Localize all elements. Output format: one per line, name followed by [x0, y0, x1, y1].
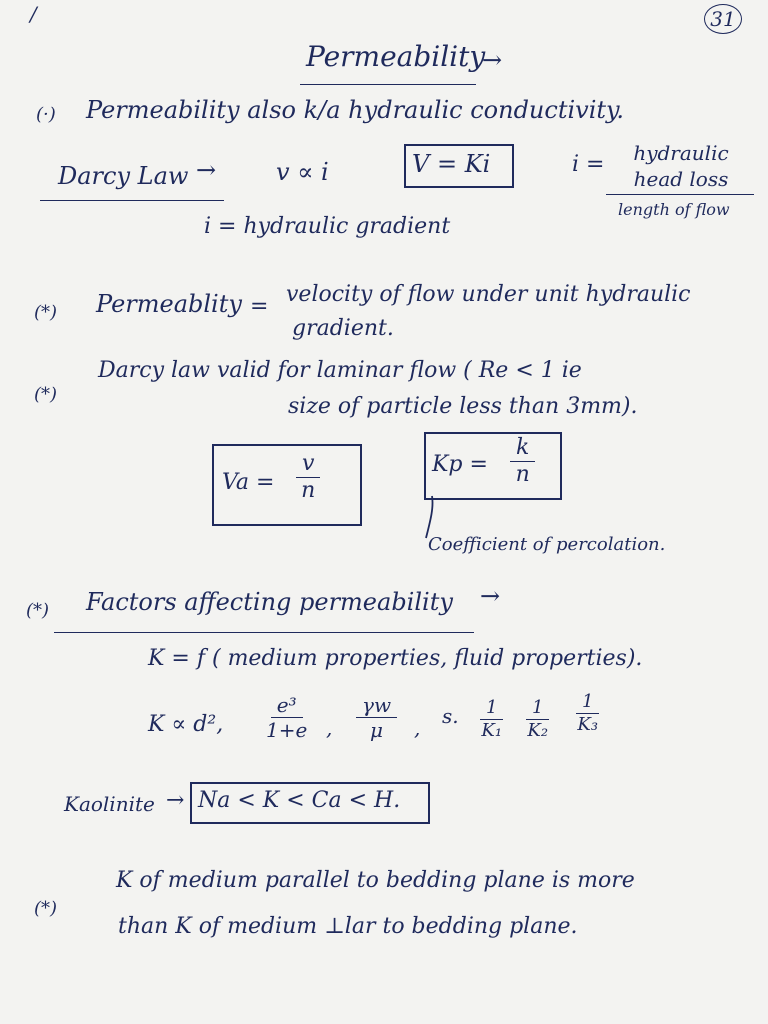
k-function-of-properties: K = f ( medium properties, fluid properties).	[148, 646, 643, 671]
factors-heading-arrow: →	[480, 582, 501, 610]
k1-denominator: K₁	[481, 719, 503, 741]
kaolinite-label: Kaolinite	[64, 792, 155, 816]
darcy-law-label: Darcy Law	[58, 162, 189, 190]
s-label: s.	[442, 704, 459, 728]
page-title: Permeability	[306, 40, 486, 73]
seepage-velocity-lhs: Va =	[222, 470, 275, 495]
bedding-plane-line1: K of medium parallel to bedding plane is more	[116, 868, 635, 893]
bedding-plane-line2: than K of medium ⊥lar to bedding plane.	[118, 914, 578, 939]
permeability-term: Permeablity	[96, 290, 242, 318]
void-ratio-denominator: 1+e	[266, 718, 308, 742]
k2-fraction	[526, 698, 549, 741]
k1-numerator: 1	[480, 698, 503, 720]
k2-numerator: 1	[526, 698, 549, 720]
bullet-marker-1: (·)	[36, 104, 56, 125]
k1-fraction	[480, 698, 503, 741]
unit-weight-numerator: γw	[356, 694, 397, 718]
k3-fraction	[576, 692, 599, 735]
separator-comma-2: ,	[414, 716, 421, 740]
percolation-coefficient-lhs: Kp =	[432, 452, 488, 477]
bullet-marker-4: (*)	[26, 600, 50, 621]
factors-heading-underline	[54, 632, 474, 633]
permeability-meaning-line1: velocity of flow under unit hydraulic	[286, 282, 691, 307]
percolation-coefficient-numerator: k	[510, 436, 535, 462]
darcy-arrow: →	[196, 156, 217, 184]
void-ratio-fraction	[266, 694, 307, 741]
permeability-definition: Permeability also k/a hydraulic conductivity.	[86, 96, 625, 124]
percolation-coefficient-note: Coefficient of percolation.	[428, 534, 666, 555]
title-underline	[300, 84, 476, 85]
k-proportional-d-squared: K ∝ d²,	[148, 712, 224, 737]
darcy-equation: V = Ki	[412, 150, 491, 178]
void-ratio-numerator: e³	[271, 694, 303, 718]
i-definition-lhs: i =	[572, 152, 605, 177]
seepage-velocity-numerator: v	[296, 452, 320, 478]
i-definition-denominator: length of flow	[618, 200, 730, 219]
title-arrow: →	[482, 46, 503, 74]
hydraulic-gradient-definition: i = hydraulic gradient	[204, 214, 451, 239]
bullet-marker-3: (*)	[34, 384, 58, 405]
kaolinite-arrow: →	[166, 788, 185, 813]
separator-comma-1: ,	[326, 716, 333, 740]
bullet-marker-2: (*)	[34, 302, 58, 323]
velocity-proportional: v ∝ i	[276, 158, 329, 186]
viscosity-denominator: μ	[370, 718, 384, 742]
percolation-coefficient-denominator: n	[515, 462, 530, 488]
seepage-velocity-fraction	[296, 452, 320, 503]
corner-tick-mark: /	[30, 2, 37, 26]
page-number: 31	[704, 4, 742, 34]
k3-denominator: K₃	[577, 713, 599, 735]
i-definition-numerator: hydraulic head loss	[633, 141, 729, 191]
i-definition-fraction-bar	[606, 194, 754, 195]
unit-weight-viscosity-fraction	[356, 694, 397, 741]
factors-heading: Factors affecting permeability	[86, 588, 453, 616]
darcy-validity-line1: Darcy law valid for laminar flow ( Re < 1 ie	[98, 358, 582, 383]
seepage-velocity-denominator: n	[301, 478, 316, 504]
darcy-law-underline	[40, 200, 224, 201]
k2-denominator: K₂	[527, 719, 549, 741]
kaolinite-cation-order: Na < K < Ca < H.	[198, 788, 401, 813]
bullet-marker-5: (*)	[34, 898, 58, 919]
k3-numerator: 1	[576, 692, 599, 714]
permeability-meaning-line2: gradient.	[292, 316, 394, 341]
percolation-coefficient-fraction	[510, 436, 535, 487]
darcy-validity-line2: size of particle less than 3mm).	[288, 394, 638, 419]
equals-sign: =	[250, 294, 269, 319]
